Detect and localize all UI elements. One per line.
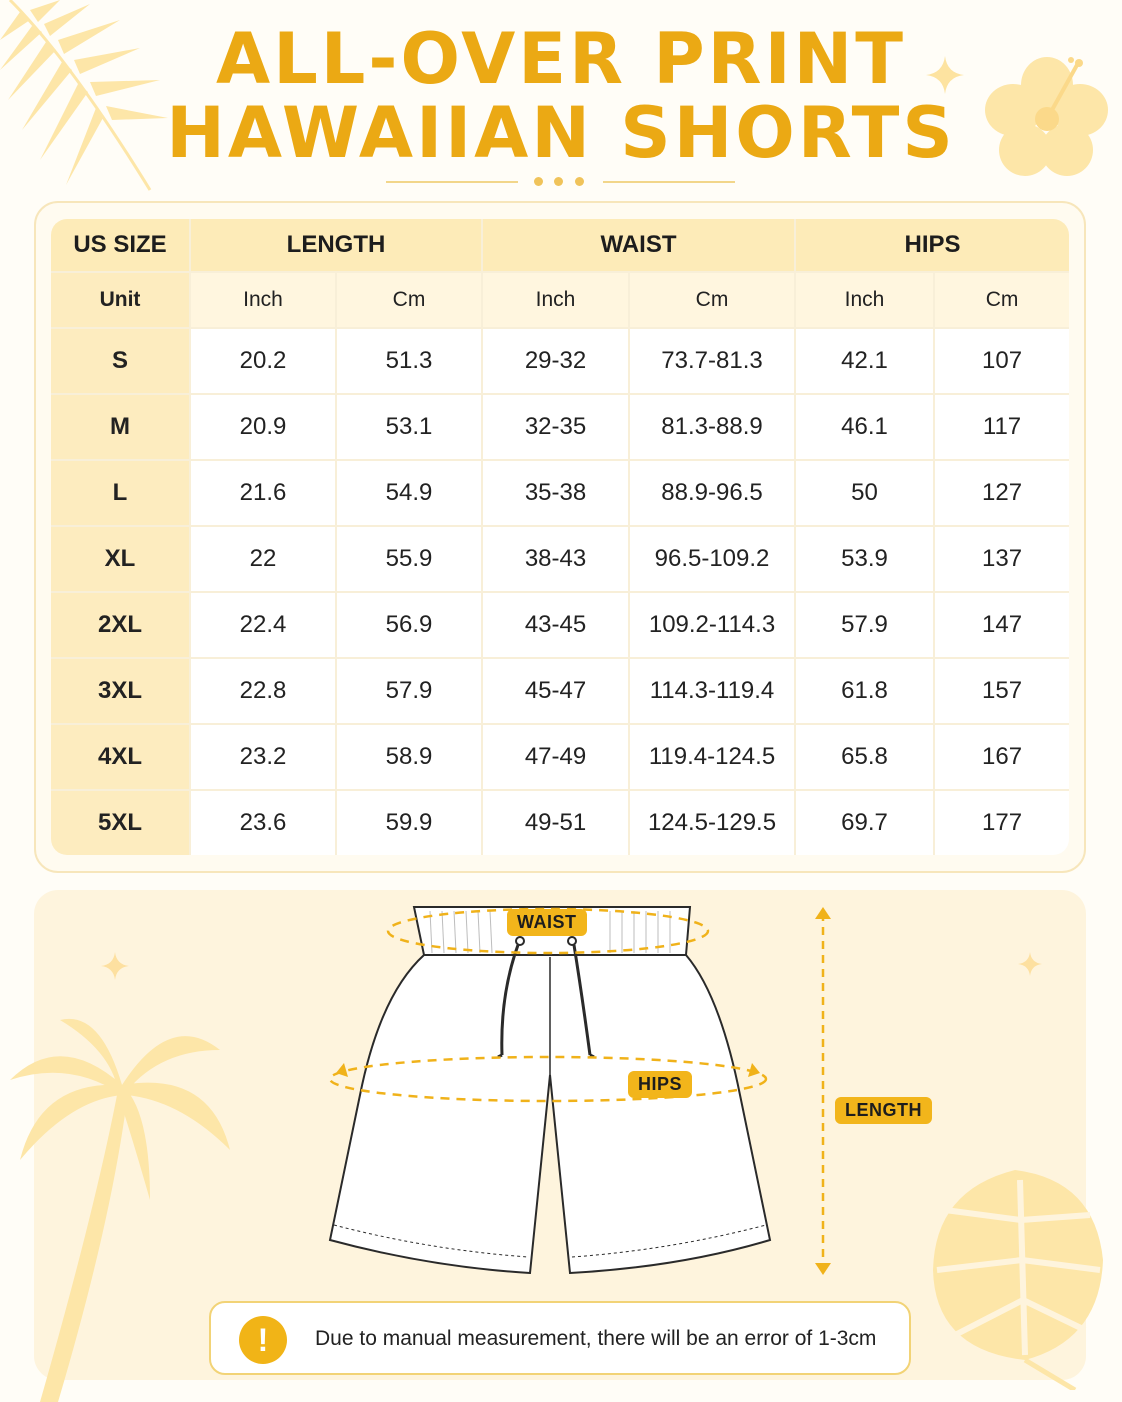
table-cell: 49-51 — [483, 791, 630, 855]
size-cell: 4XL — [51, 725, 191, 791]
divider-dot — [554, 177, 563, 186]
table-cell: 96.5-109.2 — [630, 527, 796, 593]
measurement-note — [209, 1301, 911, 1375]
table-cell: 42.1 — [796, 329, 935, 395]
table-cell: 23.2 — [191, 725, 337, 791]
table-cell: 157 — [935, 659, 1069, 725]
table-cell: 69.7 — [796, 791, 935, 855]
sparkle-icon — [1018, 952, 1042, 976]
table-cell: 50 — [796, 461, 935, 527]
note-text: Due to manual measurement, there will be an error of 1-3cm — [315, 1327, 877, 1350]
table-cell: 22.8 — [191, 659, 337, 725]
table-cell: 147 — [935, 593, 1069, 659]
table-cell: 61.8 — [796, 659, 935, 725]
table-cell: 45-47 — [483, 659, 630, 725]
sparkle-icon — [101, 952, 129, 980]
table-header-row — [51, 219, 1069, 273]
table-row — [51, 527, 1069, 593]
header-us-size: US SIZE — [51, 219, 191, 273]
table-cell: 58.9 — [337, 725, 483, 791]
table-cell: 35-38 — [483, 461, 630, 527]
length-arrow — [812, 905, 834, 1277]
table-cell: 53.9 — [796, 527, 935, 593]
table-cell: 47-49 — [483, 725, 630, 791]
table-cell: 119.4-124.5 — [630, 725, 796, 791]
unit-cell: Inch — [796, 273, 935, 329]
size-cell: 5XL — [51, 791, 191, 855]
table-cell: 109.2-114.3 — [630, 593, 796, 659]
size-cell: 3XL — [51, 659, 191, 725]
table-row — [51, 659, 1069, 725]
size-cell: S — [51, 329, 191, 395]
shorts-illustration — [320, 895, 840, 1285]
page-title-line-1: ALL-OVER PRINT — [216, 18, 906, 100]
table-cell: 43-45 — [483, 593, 630, 659]
monstera-leaf-icon — [925, 1160, 1105, 1390]
table-cell: 73.7-81.3 — [630, 329, 796, 395]
table-cell: 54.9 — [337, 461, 483, 527]
header-hips: HIPS — [796, 219, 1069, 273]
unit-cell: Cm — [337, 273, 483, 329]
table-row — [51, 593, 1069, 659]
divider-dot — [575, 177, 584, 186]
header-length: LENGTH — [191, 219, 483, 273]
table-cell: 56.9 — [337, 593, 483, 659]
table-row — [51, 791, 1069, 855]
table-cell: 55.9 — [337, 527, 483, 593]
table-cell: 124.5-129.5 — [630, 791, 796, 855]
table-cell: 38-43 — [483, 527, 630, 593]
table-cell: 21.6 — [191, 461, 337, 527]
table-cell: 22 — [191, 527, 337, 593]
table-cell: 20.9 — [191, 395, 337, 461]
table-cell: 23.6 — [191, 791, 337, 855]
table-row — [51, 725, 1069, 791]
table-row — [51, 329, 1069, 395]
divider-left — [386, 181, 518, 183]
unit-cell: Unit — [51, 273, 191, 329]
size-cell: 2XL — [51, 593, 191, 659]
table-cell: 117 — [935, 395, 1069, 461]
table-cell: 57.9 — [337, 659, 483, 725]
divider-dot — [534, 177, 543, 186]
table-cell: 81.3-88.9 — [630, 395, 796, 461]
table-unit-row — [51, 273, 1069, 329]
unit-cell: Cm — [630, 273, 796, 329]
table-cell: 57.9 — [796, 593, 935, 659]
divider-right — [603, 181, 735, 183]
unit-cell: Cm — [935, 273, 1069, 329]
table-cell: 167 — [935, 725, 1069, 791]
size-cell: M — [51, 395, 191, 461]
table-cell: 20.2 — [191, 329, 337, 395]
palm-tree-icon — [0, 1010, 240, 1402]
table-cell: 46.1 — [796, 395, 935, 461]
size-cell: L — [51, 461, 191, 527]
table-cell: 59.9 — [337, 791, 483, 855]
page-title-line-2: HAWAIIAN SHORTS — [166, 92, 956, 174]
warning-icon: ! — [239, 1316, 287, 1364]
table-cell: 88.9-96.5 — [630, 461, 796, 527]
table-cell: 65.8 — [796, 725, 935, 791]
table-cell: 22.4 — [191, 593, 337, 659]
table-cell: 127 — [935, 461, 1069, 527]
table-cell: 29-32 — [483, 329, 630, 395]
table-cell: 107 — [935, 329, 1069, 395]
table-row — [51, 395, 1069, 461]
unit-cell: Inch — [191, 273, 337, 329]
header-waist: WAIST — [483, 219, 796, 273]
table-cell: 53.1 — [337, 395, 483, 461]
size-cell: XL — [51, 527, 191, 593]
table-cell: 137 — [935, 527, 1069, 593]
length-label: LENGTH — [835, 1097, 932, 1124]
table-cell: 114.3-119.4 — [630, 659, 796, 725]
size-chart-table — [51, 219, 1069, 855]
table-cell: 51.3 — [337, 329, 483, 395]
hips-label: HIPS — [628, 1071, 692, 1098]
table-cell: 32-35 — [483, 395, 630, 461]
unit-cell: Inch — [483, 273, 630, 329]
table-row — [51, 461, 1069, 527]
waist-label: WAIST — [507, 909, 587, 936]
table-cell: 177 — [982, 809, 1023, 836]
